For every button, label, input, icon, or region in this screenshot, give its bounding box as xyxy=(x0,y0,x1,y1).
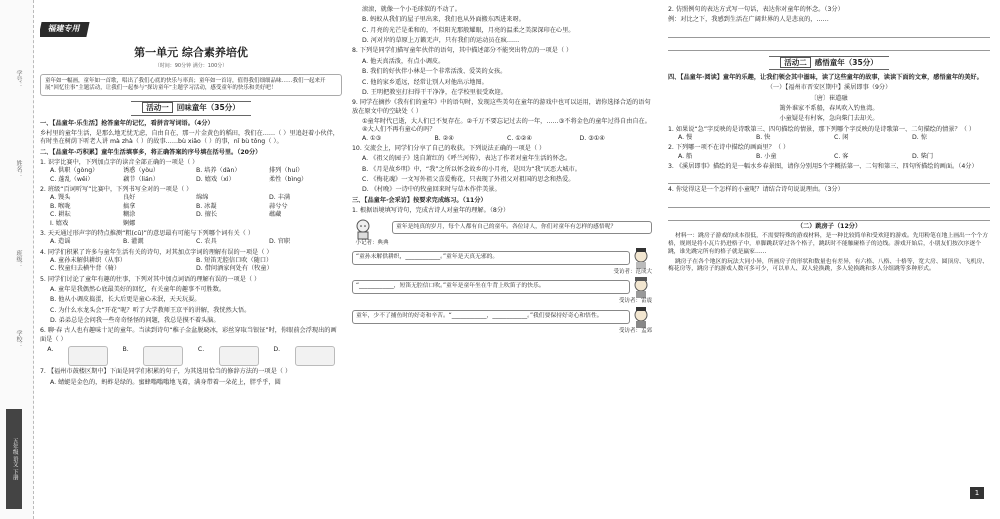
options-2-4b xyxy=(40,265,342,273)
poem-line-1: 篱外谁家不系船，春风吹入钓鱼湾。 xyxy=(779,104,879,112)
poet-portrait-icon xyxy=(630,306,652,328)
question-2-9: 9. 同学在摘抄《我有们的童年》中的语句时，发现这些美句在童年的游戏中也可以运用，请你选择合适的语句放在原文中的空缺处（ ） xyxy=(352,99,651,115)
question-2-5: 5. 同学们讨论了童年有趣的往事，下列对其中加点词语的理解有误的一项是（ ） xyxy=(40,275,261,283)
option[interactable]: B. 《月是故乡明》中，“我”之所以怀念故乡的小月亮，是因为“我”厌恶大城市。 xyxy=(362,165,581,173)
option[interactable]: B. 冰凝 xyxy=(196,202,217,210)
strip-label-id: 学号： xyxy=(15,70,22,88)
option: 绵绵 xyxy=(196,194,209,202)
question-2-2: 2. 班级“百词听写”比赛中，下列书写全对的一项是（ ） xyxy=(40,186,193,194)
question-2-9-body: ①童年时代已逝，大人们已不复存在。②千万不要忘记过去的一年，……③不将金色的童年过得自由自在。④大人们不再有童心的吗？ xyxy=(362,117,651,134)
question-4-heading: 四、【品童年·阅读】童年的乐趣，让我们领会其中滋味，读了这些童年的故事，读读下面的文章，感悟童年的美好。 xyxy=(668,73,983,81)
option: 诱惑（yòu） xyxy=(123,167,160,175)
option[interactable]: D. 《村晚》一诗中的牧童回来时与草木作伴美景。 xyxy=(362,186,501,194)
option: 良好 xyxy=(123,194,136,202)
option[interactable]: B. 他从小调皮捣蛋，长大后更是童心未泯，天天玩耍。 xyxy=(50,296,201,304)
options-r2 xyxy=(668,153,990,161)
option[interactable]: B. xyxy=(122,346,129,354)
option: 婀娜 xyxy=(123,219,136,227)
answer-line[interactable] xyxy=(668,173,990,184)
activity-1-heading xyxy=(131,101,251,115)
strip-label-school: 学校： xyxy=(15,330,22,348)
option[interactable]: D. 王明把教室打扫得干干净净，在学校里很受欢迎。 xyxy=(362,88,507,96)
option[interactable]: C. 《梅花魂》一文写外祖父喜爱梅花，只表现了外祖父对祖国的思念和热爱。 xyxy=(362,176,575,184)
reading-q1: 1. 如果说“急”字反映的是诗歌第三、四句描绘的情景，那下列哪个字反映的是诗歌第一、二句描绘的情景？（ ） xyxy=(668,125,976,133)
option[interactable]: D. 惊 xyxy=(912,134,927,141)
page-number: 1 xyxy=(970,487,984,499)
option[interactable]: C. ①②④ xyxy=(507,134,532,142)
answer-row-2 xyxy=(352,276,652,298)
material-1-cont: 跳房子在各个地区的玩法大同小异，所画房子的形状和数量也有差异，有六格、八格、十格等，宽大房、圆顶房、飞机房、梅花房等，跳房子的游戏人数可多可少，可以单人、双人轮换跳，多人轮换跳和多人分组跳等多种形式。 xyxy=(668,258,988,273)
question-1-body: 乡村里的童年生活，是那么地无忧无虑，自由自在，那一片金黄色的稻田，我们在……（ ）里追赶着小伙伴，有时坐在树荫下听老人讲 mà zhà（ ）的故事……bù xiǎo（ ）的事，nǐ bù tǒng（ ）。 xyxy=(40,129,339,146)
strip-label-name: 姓名： xyxy=(15,160,22,178)
page-subtitle: （时间：90分钟 满分：100分） xyxy=(154,62,228,69)
options-2-1b xyxy=(40,176,342,184)
option[interactable]: C. 月亮的光芒是柔和的，不似阳光那般耀眼，月亮的温柔之美深深印在心里。 xyxy=(362,26,575,34)
answer-line[interactable] xyxy=(668,197,990,208)
answer-row-3 xyxy=(352,306,652,328)
options-2-1 xyxy=(40,167,342,175)
poet-portrait-icon xyxy=(630,276,652,298)
picture-c[interactable] xyxy=(219,346,259,366)
option[interactable]: I. 嬉戏 xyxy=(50,219,69,227)
option[interactable]: C. 农具 xyxy=(196,238,217,246)
answer-1-by: 受访者：范成大 xyxy=(613,268,652,275)
section-2-title: （二）跳房子（12分） xyxy=(796,222,862,230)
option[interactable]: A. 供职（gòng） xyxy=(50,167,99,175)
option: 柔性（bìng） xyxy=(269,175,308,183)
question-2-10: 10. 交流会上，同学们分享了自己的收获。下列说法正确的一项是（ ） xyxy=(352,145,546,153)
option[interactable]: A. 《祖父的园子》选自萧红的《呼兰河传》，表达了作者对童年生活的怀念。 xyxy=(362,155,572,163)
option[interactable]: C. 客 xyxy=(834,152,849,160)
question-3-heading: 三、【品童年·会采访】按要求完成练习。（11分） xyxy=(352,196,487,204)
option[interactable]: D. 弟弟总是会问我一些奇奇怪怪的问题，我总是摸不着头脑。 xyxy=(50,317,220,325)
option[interactable]: A. 他天真活泼，有点小调皮。 xyxy=(362,57,445,65)
option[interactable]: A. 船 xyxy=(678,152,693,160)
option[interactable]: C. 闲 xyxy=(834,134,849,141)
question-2-heading: 二、【品童年·巧积累】童年生活填事多，将正确答案的序号填在括号里。（20分） xyxy=(40,148,262,156)
option[interactable]: D. 官职 xyxy=(269,238,291,246)
child-reporter-icon xyxy=(352,218,374,240)
option[interactable]: B. ②④ xyxy=(434,134,454,142)
picture-options xyxy=(40,346,342,366)
activity-2-title: 感悟童年 xyxy=(814,57,845,67)
picture-b[interactable] xyxy=(143,346,183,366)
options-r1 xyxy=(668,134,990,142)
region-badge: 福建专用 xyxy=(40,22,90,37)
option[interactable]: A. ①③ xyxy=(362,134,382,142)
options-2-9 xyxy=(352,135,652,143)
option[interactable]: A. xyxy=(47,346,54,354)
answer-line[interactable] xyxy=(668,210,990,221)
option[interactable]: C. 耕耘 xyxy=(50,211,71,219)
answer-1[interactable]: “童孙未解供耕织，____________。”童年是天真无邪的。 xyxy=(352,251,630,265)
option[interactable]: D. xyxy=(273,346,281,354)
option: 搞拿 xyxy=(123,202,136,210)
answer-2[interactable]: “____________，短笛无腔信口吹。”童年是童年坐在牛背上吹笛子的快乐。 xyxy=(352,280,630,294)
poem-author: 〔唐〕崔道融 xyxy=(810,94,848,102)
interviewer xyxy=(352,218,392,247)
option[interactable]: B. 短笛无腔信口吹（随口） xyxy=(196,256,273,264)
option[interactable]: B. 培养（dàn） xyxy=(196,167,241,175)
page-title: 第一单元 综合素养培优 xyxy=(134,46,248,59)
version-tag: 五年级 语文 下册 xyxy=(6,409,22,509)
option[interactable]: A. 蜻蜓是金色的，蚂蚱是绿的。蜜蜂嗡嗡嗡地飞着，满身带着一朵花上，胖乎乎，圆 xyxy=(50,378,281,386)
option[interactable]: B. 快 xyxy=(756,134,771,141)
option[interactable]: D. 柴门 xyxy=(912,152,934,160)
answer-2-by: 受访者：雷震 xyxy=(618,298,652,305)
question-2-7: 7. 【福州市鼓楼区期中】下面是同学们积累的句子，为其选用恰当的修辞方法的一项是（ ） xyxy=(40,368,292,376)
question-2-8: 8. 下列是同学们描写童年伙伴的语句，其中描述部分不能突出特点的一项是（ ） xyxy=(352,47,573,55)
option[interactable]: A. 馒头 xyxy=(50,194,71,202)
option[interactable]: A. 童年是我偶然心底最美好的回忆，有关童年的趣事不可胜数。 xyxy=(50,286,226,294)
activity-1-title: 回味童年 xyxy=(176,103,207,113)
reading-q3: 3. 《溪居即事》描绘的是一幅水乡春景图，请你分别用5个字概括第一、二句和第三、四句所描绘的画面。（4分） xyxy=(668,163,978,171)
option[interactable]: D. 嬉戏（xì） xyxy=(196,175,235,183)
answer-line[interactable] xyxy=(668,40,990,51)
option: 蕴藏 xyxy=(269,211,282,219)
options-2-2a xyxy=(40,194,342,202)
intro-box: 童年如一幅画，童年如一首歌，唱出了我们心底的快乐与率真；童年如一首诗，值得我们细细品味……我们一起来开展“回忆往事”主题活动，让我们一起参与“探访童年”主题学习活动，感受童年的快乐和美好吧！ xyxy=(40,74,342,97)
option[interactable]: D. ③①④ xyxy=(579,134,605,142)
options-2-3 xyxy=(40,238,342,246)
interviewer-label: 小记者：典典 xyxy=(355,239,389,246)
question-2-6: 6. 聊·春 古人也有趣味十足的童年。当读到诗句“稚子金盆脱晓冰，彩丝穿取当银钲”时，你眼前会浮现出的画面是（ ） xyxy=(40,327,337,343)
reporter-question: 童年是纯真的岁月，每个人都有自己的童年。各位诗人，你们对童年有怎样的感悟呢？ xyxy=(392,221,652,235)
activity-2-heading xyxy=(769,56,889,70)
option[interactable]: D. 河对岸的草原上万籁无声，只有我们的运动员在疯…… xyxy=(362,37,520,45)
example-sentence: 例：对比之下，我感到生活在广阔世界的人是悲哀的，…… xyxy=(668,16,829,24)
option[interactable]: C. 蓬乱（wēi） xyxy=(50,175,94,183)
option[interactable]: C. 牧童归去横牛背（骑） xyxy=(50,265,121,273)
activity-1-score: （35分） xyxy=(206,103,240,113)
continued-text: 滚滚，就像一个小毛球似的不动了。 xyxy=(362,6,461,13)
reading-q4: 4. 你觉得这是一个怎样的小童呢？请结合诗句说说理由。（3分） xyxy=(668,186,844,194)
material-1: 材料一：跳房子游戏的成本很低，不需要特殊的游戏材料，是一种比较简单和受欢迎的游戏。先用粉笔在地上画出一个个方格，规则是将小瓦片扔进格子中，单脚跳跃穿过各个格子，跳跃时不能触碰格子的边线。游戏开始后，小朋友们按次序逐个跳，谁先跳完所有的格子就是赢家…… xyxy=(668,233,988,255)
option[interactable]: D. 丰满 xyxy=(269,194,291,202)
poem-line-2: 小童疑是有村客，急向柴门去却关。 xyxy=(779,115,879,123)
page-right xyxy=(668,0,990,519)
answer-line[interactable] xyxy=(668,27,990,38)
activity-2-label: 活动二 xyxy=(780,57,811,68)
question-2-1: 1. 识字比赛中，下列加点字的读音全部正确的一项是（ ） xyxy=(40,159,199,166)
picture-a[interactable] xyxy=(68,346,108,366)
option[interactable]: A. 童孙未解供耕织（从事） xyxy=(50,256,127,264)
picture-d[interactable] xyxy=(295,346,335,366)
question-3-1: 1. 根据语境填写诗句，完成古诗人对童年的理解。（8分） xyxy=(352,207,510,215)
strip-label-class: 班级： xyxy=(15,250,22,268)
option[interactable]: D. 借问酒家何处有（牧童） xyxy=(196,265,273,273)
activity-1-label: 活动一 xyxy=(142,102,173,113)
interview-row xyxy=(352,218,652,247)
answer-3-by: 受访者：孟郊 xyxy=(618,327,652,334)
option: 藕节（lián） xyxy=(123,175,159,183)
reading-q2: 2. 下列哪一项不在诗中描绘的画面里？（ ） xyxy=(668,144,790,152)
option[interactable]: B. 我们的好伙伴小林是一个非常活泼、爱笑的女孩。 xyxy=(362,68,507,76)
question-1-heading: 一、【品童年·乐生活】抢答童年的记忆，看拼音写词语。（4分） xyxy=(40,119,214,127)
option[interactable]: B. 灌溉 xyxy=(123,238,144,246)
options-2-2c xyxy=(40,211,342,219)
page-middle xyxy=(352,0,652,519)
section-1-title: （一）【福州市晋安区期中】溪居即事（9分） xyxy=(766,84,892,92)
option[interactable]: B. 蚂蚁从我们的屋子里出来，我们也从外面搬东西进来呀。 xyxy=(362,16,525,24)
option[interactable]: A. 慢 xyxy=(678,134,693,141)
option[interactable]: B. 小童 xyxy=(756,152,777,160)
page-left xyxy=(40,0,342,519)
option: 排列（huí） xyxy=(269,167,304,175)
option: 糊涂 xyxy=(123,211,136,219)
activity-2-score: （35分） xyxy=(844,57,878,67)
option[interactable]: D. 擅长 xyxy=(196,211,218,219)
poet-portrait-icon xyxy=(630,247,652,269)
options-2-2d xyxy=(40,220,342,228)
option[interactable]: C. 为什么水龙头会“开花”呢？听了大学教师王京平的讲解，我恍然大悟。 xyxy=(50,306,251,314)
option[interactable]: B. 喉咙 xyxy=(50,202,71,210)
option: 蒜兮兮 xyxy=(269,202,288,210)
question-2-3: 3. 天天通过形声字的特点推测“粗(cū)”的意思最有可能与下列哪个词有关（ ） xyxy=(40,229,255,237)
option[interactable]: C. 他的家乡遥远，经常让别人对他出示地图。 xyxy=(362,78,488,86)
question-2-4: 4. 同学们积累了许多与童年生活有关的诗句，对其加点字词的理解有误的一项是（ ） xyxy=(40,248,273,256)
option[interactable]: A. 造谣 xyxy=(50,238,71,246)
binding-strip xyxy=(0,0,34,519)
question-3-2: 2. 仿照例句的表达方式写一句话，表达你对童年的怀念。（3分） xyxy=(668,6,844,13)
option[interactable]: C. xyxy=(197,346,205,354)
options-2-2b xyxy=(40,203,342,211)
answer-row-1 xyxy=(352,247,652,269)
answer-3[interactable]: 童年，少不了捕鱼时的好奇和辛苦。“____________，____________。”我们要保持好奇心和悟性。 xyxy=(352,310,630,324)
